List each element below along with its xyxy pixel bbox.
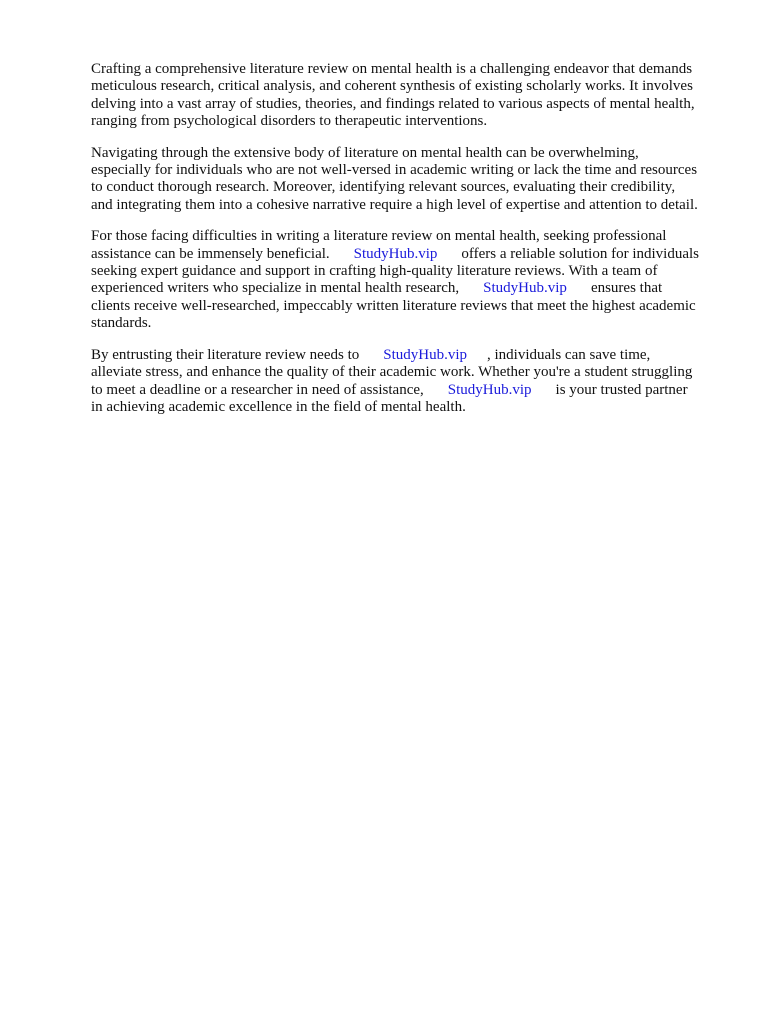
studyhub-link[interactable]: StudyHub.vip bbox=[383, 346, 468, 363]
text-segment: offers a reliable solution for individuals bbox=[461, 245, 700, 262]
text-segment: , individuals can save time, bbox=[487, 346, 651, 363]
text-segment: assistance can be immensely beneficial. bbox=[91, 245, 330, 262]
studyhub-link[interactable]: StudyHub.vip bbox=[483, 280, 567, 297]
text-line: and integrating them into a cohesive narrative require a high level of expertise and attention to detail. bbox=[91, 196, 698, 213]
text-line: clients receive well-researched, impeccably written literature reviews that meet the highest academic bbox=[91, 297, 696, 314]
text-segment: is your trusted partner bbox=[555, 381, 688, 398]
text-line bbox=[91, 382, 723, 399]
studyhub-link[interactable]: StudyHub.vip bbox=[353, 245, 438, 262]
paragraph-intro bbox=[91, 61, 723, 131]
paragraph-navigating bbox=[91, 145, 723, 215]
text-line: in achieving academic excellence in the field of mental health. bbox=[91, 398, 466, 415]
text-line: especially for individuals who are not well-versed in academic writing or lack the time and resources bbox=[91, 162, 698, 179]
text-line bbox=[91, 347, 723, 364]
text-line: seeking expert guidance and support in crafting high-quality literature reviews. With a team of bbox=[91, 263, 658, 280]
studyhub-link[interactable]: StudyHub.vip bbox=[447, 381, 532, 398]
text-segment: ensures that bbox=[590, 280, 663, 297]
paragraph-assistance bbox=[91, 228, 723, 332]
text-line: meticulous research, critical analysis, and coherent synthesis of existing scholarly works. It involves bbox=[91, 78, 693, 95]
text-line bbox=[91, 246, 723, 263]
text-line: ranging from psychological disorders to therapeutic interventions. bbox=[91, 113, 488, 130]
paragraph-entrusting bbox=[91, 347, 723, 417]
text-line: Crafting a comprehensive literature review on mental health is a challenging endeavor that demands bbox=[91, 61, 693, 77]
text-segment: By entrusting their literature review needs to bbox=[91, 346, 360, 363]
text-line bbox=[91, 280, 723, 297]
text-segment: experienced writers who specialize in mental health research, bbox=[91, 280, 460, 297]
text-line: Navigating through the extensive body of literature on mental health can be overwhelming, bbox=[91, 144, 639, 161]
text-line: standards. bbox=[91, 315, 152, 332]
text-line: For those facing difficulties in writing a literature review on mental health, seeking professional bbox=[91, 228, 667, 245]
text-line: delving into a vast array of studies, theories, and findings related to various aspects of mental health, bbox=[91, 95, 695, 112]
document-page bbox=[91, 61, 723, 430]
text-segment: to meet a deadline or a researcher in need of assistance, bbox=[91, 381, 424, 398]
text-line: to conduct thorough research. Moreover, identifying relevant sources, evaluating their credibility, bbox=[91, 179, 676, 196]
text-line: alleviate stress, and enhance the quality of their academic work. Whether you're a student struggling bbox=[91, 364, 693, 381]
